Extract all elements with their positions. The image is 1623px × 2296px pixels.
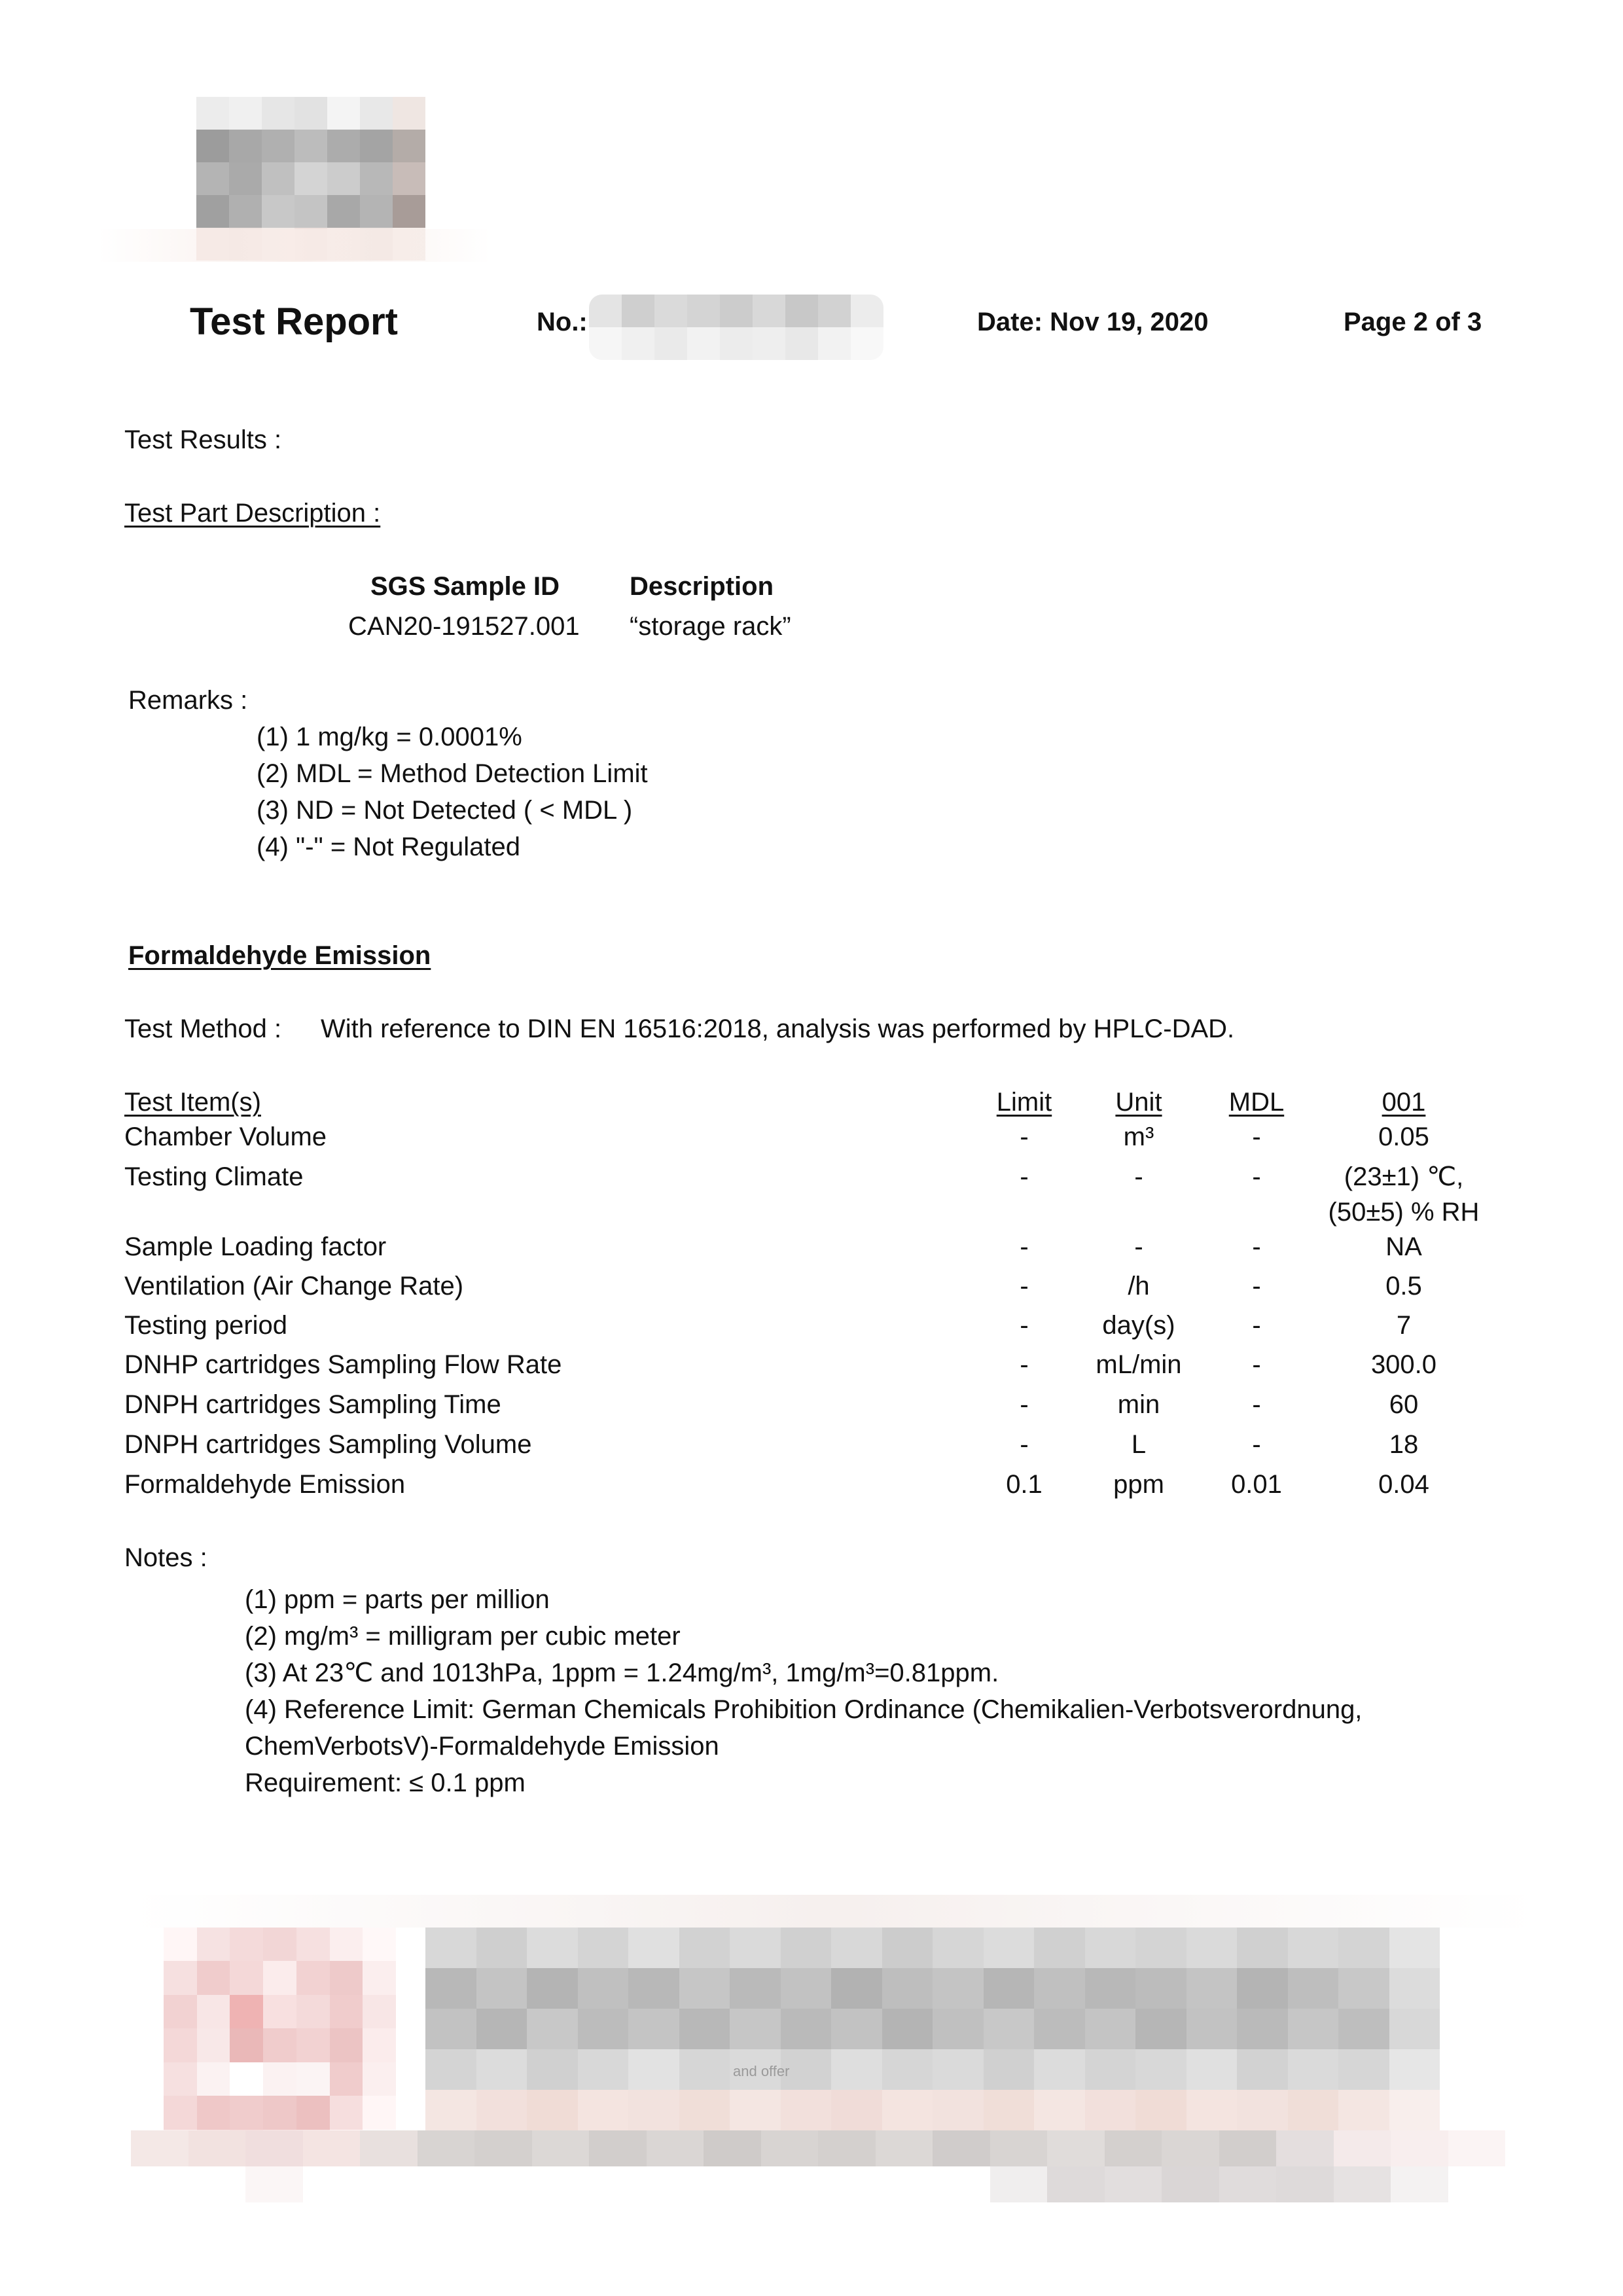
header-unit: Unit [1115,1088,1162,1117]
cell-mdl: - [1252,1162,1261,1191]
cell-limit: - [1020,1390,1029,1419]
redacted-report-number [589,295,883,360]
table-row [0,1266,1623,1306]
cell-mdl: - [1252,1311,1261,1340]
cell-limit: - [1020,1430,1029,1459]
note-item: (2) mg/m³ = milligram per cubic meter [245,1622,681,1651]
cell-limit: - [1020,1350,1029,1379]
report-title: Test Report [190,300,398,343]
header-limit: Limit [996,1088,1052,1117]
remarks-label: Remarks : [128,686,248,715]
cell-mdl: - [1252,1350,1261,1379]
cell-value: NA [1385,1232,1422,1261]
footer-fade-band [131,1895,1538,1928]
cell-item: DNPH cartridges Sampling Time [124,1390,501,1419]
cell-unit: L [1131,1430,1147,1459]
note-item: (1) ppm = parts per million [245,1585,550,1614]
cell-unit: - [1134,1232,1143,1261]
notes-list [245,1581,1362,1801]
cell-value: 300.0 [1370,1350,1437,1379]
cell-limit: - [1020,1272,1029,1300]
cell-value: 0.05 [1378,1122,1429,1151]
sample-id-header: SGS Sample ID [370,572,560,601]
cell-value-line2: (50±5) % RH [1328,1198,1480,1227]
header-sample-001: 001 [1382,1088,1426,1117]
remark-item: (1) 1 mg/kg = 0.0001% [257,723,522,751]
cell-mdl: 0.01 [1231,1470,1282,1499]
cell-mdl: - [1252,1272,1261,1300]
cell-limit: - [1020,1122,1029,1151]
cell-unit: /h [1128,1272,1150,1300]
cell-item: Testing period [124,1311,288,1340]
test-method-text: With reference to DIN EN 16516:2018, analysis was performed by HPLC-DAD. [321,1014,1235,1043]
cell-item: Chamber Volume [124,1122,327,1151]
cell-item: Ventilation (Air Change Rate) [124,1272,464,1300]
cell-value: 7 [1396,1311,1412,1340]
remark-item: (3) ND = Not Detected ( < MDL ) [257,796,633,825]
cell-unit: m³ [1123,1122,1154,1151]
cell-mdl: - [1252,1430,1261,1459]
note-item: Requirement: ≤ 0.1 ppm [245,1768,526,1797]
cell-value: 0.04 [1378,1470,1429,1499]
header-test-items: Test Item(s) [124,1088,261,1117]
cell-value: 60 [1389,1390,1419,1419]
report-number-label: No.: [537,308,588,336]
table-row [0,1306,1623,1345]
notes-label: Notes : [124,1543,207,1572]
table-row [0,1465,1623,1504]
cell-item: DNPH cartridges Sampling Volume [124,1430,532,1459]
cell-unit: day(s) [1102,1311,1175,1340]
cell-value: 0.5 [1385,1272,1422,1300]
table-header-row [0,1083,1623,1122]
cell-item: Testing Climate [124,1162,304,1191]
cell-value: (23±1) ℃, [1344,1162,1464,1191]
cell-unit: - [1134,1162,1143,1191]
table-row [0,1425,1623,1464]
table-row [0,1385,1623,1424]
cell-mdl: - [1252,1232,1261,1261]
sample-id-value: CAN20-191527.001 [348,612,580,641]
note-item: (4) Reference Limit: German Chemicals Prohibition Ordinance (Chemikalien-Verbotsverordnung, [245,1695,1363,1724]
redacted-seal [164,1928,396,2163]
cell-limit: - [1020,1311,1029,1340]
test-results-heading: Test Results : [124,425,282,454]
test-part-description-heading: Test Part Description : [124,499,381,528]
table-row [0,1227,1623,1266]
cell-unit: ppm [1113,1470,1164,1499]
description-header: Description [630,572,774,601]
remarks-list [257,719,648,865]
logo-fade-band [98,229,491,262]
remark-item: (4) "-" = Not Regulated [257,833,521,861]
redacted-footer-text [425,1928,1440,2130]
cell-limit: 0.1 [1006,1470,1043,1499]
cell-value: 18 [1389,1430,1419,1459]
cell-limit: - [1020,1162,1029,1191]
header-mdl: MDL [1228,1088,1285,1117]
cell-mdl: - [1252,1122,1261,1151]
remark-item: (2) MDL = Method Detection Limit [257,759,648,788]
table-row [0,1117,1623,1157]
cell-limit: - [1020,1232,1029,1261]
section-title: Formaldehyde Emission [128,941,431,970]
cell-unit: min [1117,1390,1160,1419]
table-row-continuation [0,1193,1623,1232]
cell-mdl: - [1252,1390,1261,1419]
table-row [0,1345,1623,1384]
test-method-label: Test Method : [124,1014,282,1043]
page-number: Page 2 of 3 [1344,308,1482,336]
cell-item: Formaldehyde Emission [124,1470,406,1499]
redacted-footer-bottom [131,2130,1505,2202]
report-date: Date: Nov 19, 2020 [977,308,1209,336]
cell-item: Sample Loading factor [124,1232,387,1261]
note-item: (3) At 23℃ and 1013hPa, 1ppm = 1.24mg/m³, 1mg/m³=0.81ppm. [245,1659,999,1687]
table-row [0,1157,1623,1196]
cell-unit: mL/min [1096,1350,1182,1379]
cell-item: DNHP cartridges Sampling Flow Rate [124,1350,562,1379]
footer-text-fragment: and offer [733,2063,790,2079]
description-value: “storage rack” [630,612,791,641]
note-item: ChemVerbotsV)-Formaldehyde Emission [245,1732,719,1761]
